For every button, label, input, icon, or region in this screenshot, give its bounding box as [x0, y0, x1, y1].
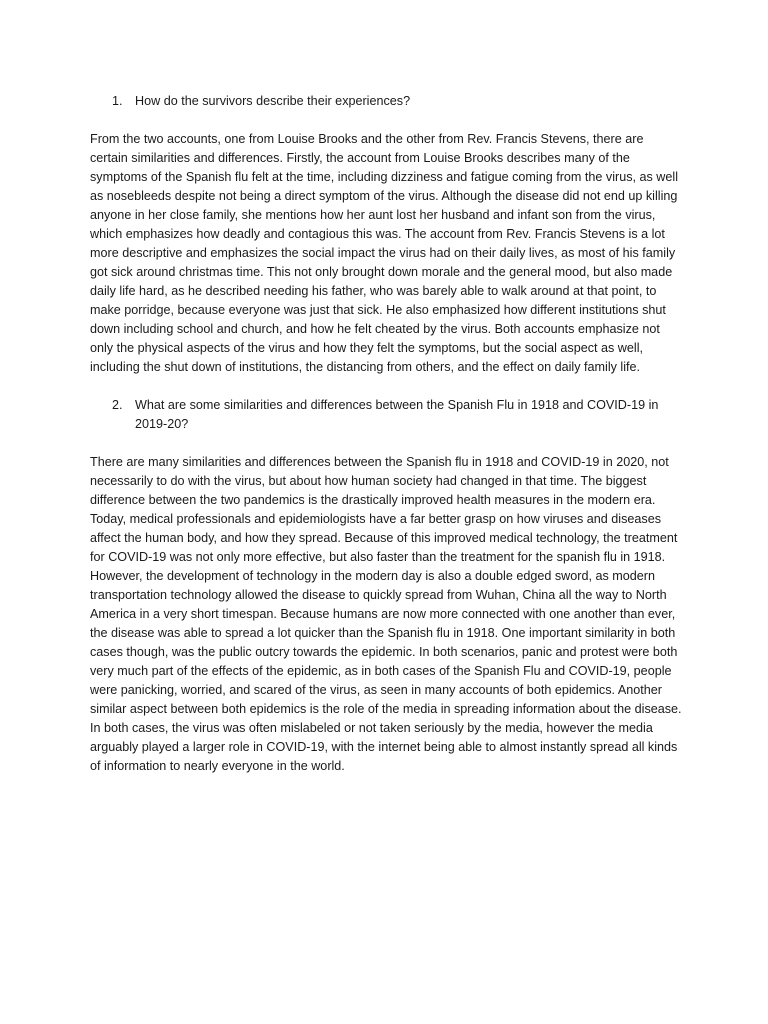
answer-1: From the two accounts, one from Louise Brooks and the other from Rev. Francis Stevens, there are certain similarities and differences. Firstly, the account from Louise Brooks describes many of the symptoms of the Spanish flu felt at the time, including dizziness and fatigue coming from the virus, as well as nosebleeds despite not being a direct symptom of the virus. Although the disease did not end up killing anyone in her close family, she mentions how her aunt lost her husband and infant son from the virus, which emphasizes how deadly and contagious this was. The account from Rev. Francis Stevens is a lot more descriptive and emphasizes the social impact the virus had on their daily lives, as most of his family got sick around christmas time. This not only brought down morale and the general mood, but also made daily life hard, as he described needing his father, who was barely able to walk around at that point, to make porridge, because everyone was just that sick. He also emphasized how different institutions shut down including school and church, and how he felt cheated by the virus. Both accounts emphasize not only the physical aspects of the virus and how they felt the symptoms, but the social aspect as well, including the shut down of institutions, the distancing from others, and the effect on daily family life.: [90, 132, 678, 374]
question-text: How do the survivors describe their experiences?: [135, 94, 411, 108]
question-number: 1.: [112, 94, 123, 108]
question-1: [112, 92, 682, 111]
question-text: What are some similarities and differences between the Spanish Flu in 1918 and COVID-19 in 2019-20?: [135, 398, 659, 431]
document-body: [90, 92, 682, 795]
question-2: [112, 396, 682, 434]
answer-2: There are many similarities and differences between the Spanish flu in 1918 and COVID-19 in 2020, not necessarily to do with the virus, but about how human society had changed in that time. The biggest difference between the two pandemics is the drastically improved health measures in the modern era. Today, medical professionals and epidemiologists have a far better grasp on how viruses and diseases affect the human body, and how they spread. Because of this improved medical technology, the treatment for COVID-19 was not only more effective, but also faster than the treatment for the spanish flu in 1918. However, the development of technology in the modern day is also a double edged sword, as modern transportation technology allowed the disease to quickly spread from Wuhan, China all the way to North America in a very short timespan. Because humans are now more connected with one another than ever, the disease was able to spread a lot quicker than the Spanish flu in 1918. One important similarity in both cases though, was the public outcry towards the epidemic. In both scenarios, panic and protest were both very much part of the effects of the epidemic, as in both cases of the Spanish Flu and COVID-19, people were panicking, worried, and scared of the virus, as seen in many accounts of both epidemics. Another similar aspect between both epidemics is the role of the media in spreading information about the disease. In both cases, the virus was often mislabeled or not taken seriously by the media, however the media arguably played a larger role in COVID-19, with the internet being able to almost instantly spread all kinds of information to nearly everyone in the world.: [90, 455, 682, 773]
question-number: 2.: [112, 398, 123, 412]
